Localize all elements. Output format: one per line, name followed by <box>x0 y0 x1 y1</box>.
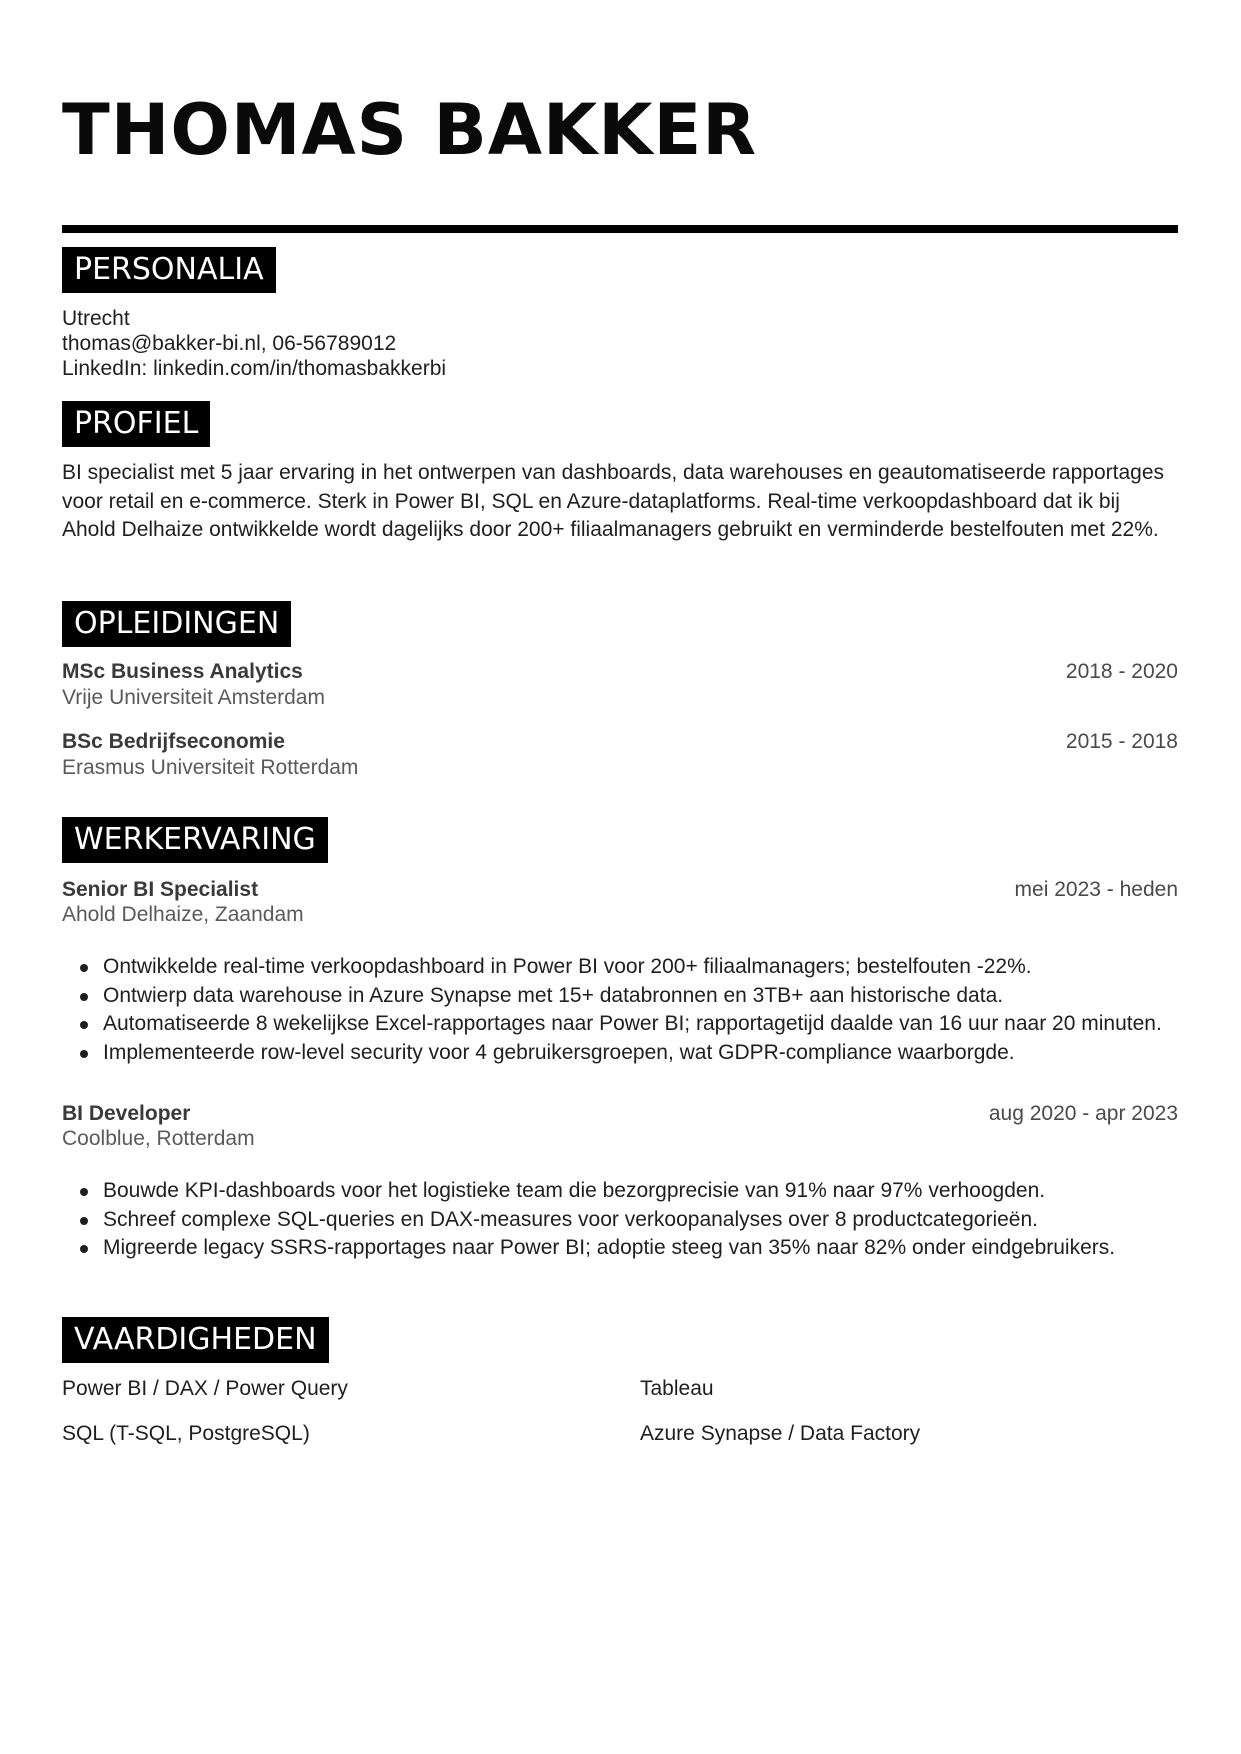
bullet-text: Migreerde legacy SSRS-rapportages naar Power BI; adoptie steeg van 35% naar 82% onder eindgebruikers. <box>103 1236 1116 1259</box>
education-institution: Erasmus Universiteit Rotterdam <box>62 756 359 779</box>
job-title: BI Developer <box>62 1102 191 1125</box>
job-bullets <box>62 953 1178 1067</box>
bullet-text: Bouwde KPI-dashboards voor het logistieke team die bezorgprecisie van 91% naar 97% verhoogden. <box>103 1179 1046 1202</box>
education-period: 2018 - 2020 <box>1065 660 1178 683</box>
job-company: Coolblue, Rotterdam <box>62 1127 255 1150</box>
skill-item: SQL (T-SQL, PostgreSQL) <box>62 1422 310 1445</box>
education-institution: Vrije Universiteit Amsterdam <box>62 686 325 709</box>
section-heading-personalia: PERSONALIA <box>62 247 276 293</box>
bullet-text: Ontwierp data warehouse in Azure Synapse met 15+ databronnen en 3TB+ aan historische data. <box>103 983 1004 1007</box>
job-period: mei 2023 - heden <box>1014 878 1178 901</box>
bullet-text: Schreef complexe SQL-queries en DAX-measures voor verkoopanalyses over 8 productcategorieën. <box>103 1207 1038 1231</box>
section-heading-vaardigheden: VAARDIGHEDEN <box>62 1317 329 1363</box>
education-degree: BSc Bedrijfseconomie <box>62 730 285 753</box>
bullet-icon <box>80 1021 88 1029</box>
list-item <box>62 1206 1178 1235</box>
list-item <box>62 1177 1178 1206</box>
bullet-icon <box>80 1050 88 1058</box>
skill-item: Power BI / DAX / Power Query <box>62 1377 348 1400</box>
job-title: Senior BI Specialist <box>62 878 259 901</box>
list-item <box>62 982 1178 1011</box>
job-header <box>62 876 1178 904</box>
education-item <box>62 728 1178 756</box>
job-bullets <box>62 1177 1178 1263</box>
bullet-text: Implementeerde row-level security voor 4 gebruikersgroepen, wat GDPR-compliance waarborgde. <box>103 1040 1015 1064</box>
section-heading-opleidingen: OPLEIDINGEN <box>62 601 291 647</box>
education-degree: MSc Business Analytics <box>62 660 303 683</box>
personal-contact: thomas@bakker-bi.nl, 06-56789012 <box>62 332 397 355</box>
skill-item: Azure Synapse / Data Factory <box>640 1422 921 1445</box>
list-item <box>62 1039 1178 1068</box>
bullet-text: Automatiseerde 8 wekelijkse Excel-rapportages naar Power BI; rapportagetijd daalde van 16 uur naar 20 minuten. <box>103 1012 1162 1035</box>
bullet-text: Ontwikkelde real-time verkoopdashboard in Power BI voor 200+ filiaalmanagers; bestelfouten -22%. <box>103 955 1032 978</box>
job-company: Ahold Delhaize, Zaandam <box>62 903 304 926</box>
education-period: 2015 - 2018 <box>1065 730 1178 753</box>
bullet-icon <box>80 1188 88 1196</box>
list-item <box>62 1234 1178 1263</box>
profile-summary: BI specialist met 5 jaar ervaring in het ontwerpen van dashboards, data warehouses en geautomatiseerde rapportages voor retail en e-commerce. Sterk in Power BI, SQL en Azure-dataplatforms. Real-time verkoopdashboard dat ik bij Ahold Delhaize ontwikkelde wordt dagelijks door 200+ filiaalmanagers gebruikt en verminderde bestelfouten met 22%. <box>62 461 1164 541</box>
personal-city: Utrecht <box>62 307 130 330</box>
section-heading-werkervaring: WERKERVARING <box>62 817 328 863</box>
job-header <box>62 1100 1178 1128</box>
bullet-icon <box>80 1245 88 1253</box>
bullet-icon <box>80 1217 88 1225</box>
skill-item: Tableau <box>640 1377 714 1400</box>
list-item <box>62 1010 1178 1039</box>
job-period: aug 2020 - apr 2023 <box>988 1102 1178 1125</box>
education-item <box>62 658 1178 686</box>
list-item <box>62 953 1178 982</box>
bullet-icon <box>80 993 88 1001</box>
candidate-name: THOMAS BAKKER <box>62 89 758 171</box>
section-heading-profiel: PROFIEL <box>62 401 210 447</box>
personal-linkedin: LinkedIn: linkedin.com/in/thomasbakkerbi <box>62 357 447 380</box>
header-divider <box>62 225 1178 233</box>
bullet-icon <box>80 964 88 972</box>
